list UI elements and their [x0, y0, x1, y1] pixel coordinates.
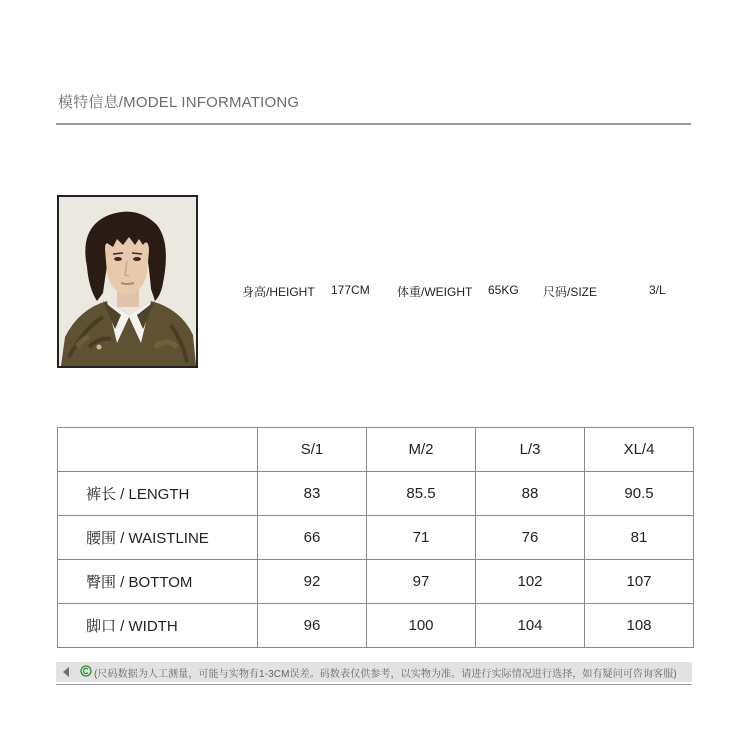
model-photo: [57, 195, 198, 368]
table-cell: 83: [258, 472, 367, 516]
table-cell: 76: [476, 516, 585, 560]
table-cell: 90.5: [585, 472, 694, 516]
table-header-row: [58, 428, 694, 472]
copyright-icon: [80, 665, 92, 677]
table-cell: 92: [258, 560, 367, 604]
table-row: [58, 472, 694, 516]
model-photo-illustration: [59, 197, 196, 366]
table-cell: 66: [258, 516, 367, 560]
notice-text: (尺码数据为人工测量，可能与实物有1-3CM误差。码数表仅供参考，以实物为准。请进行实际情况进行选择，如有疑问可咨询客服): [94, 669, 677, 680]
table-row: [58, 516, 694, 560]
model-info-row: [0, 283, 750, 297]
table-cell: 102: [476, 560, 585, 604]
weight-label: 体重/WEIGHT: [397, 285, 473, 299]
measurement-notice: [56, 662, 692, 682]
table-header-cell: XL/4: [585, 428, 694, 472]
table-cell: 107: [585, 560, 694, 604]
triangle-left-icon: [63, 667, 69, 677]
table-header-cell: L/3: [476, 428, 585, 472]
table-header-cell: M/2: [367, 428, 476, 472]
table-cell: 104: [476, 604, 585, 648]
table-cell: 100: [367, 604, 476, 648]
row-label: 臀围 / BOTTOM: [58, 560, 258, 604]
size-value: 3/L: [649, 283, 666, 297]
row-label: 脚口 / WIDTH: [58, 604, 258, 648]
row-label: 裤长 / LENGTH: [58, 472, 258, 516]
table-cell: 85.5: [367, 472, 476, 516]
table-row: [58, 604, 694, 648]
table-cell: 71: [367, 516, 476, 560]
table-cell: 97: [367, 560, 476, 604]
table-header-cell: S/1: [258, 428, 367, 472]
title-divider: [56, 123, 691, 125]
notice-divider: [56, 684, 692, 685]
height-value: 177CM: [331, 283, 370, 297]
table-cell: 81: [585, 516, 694, 560]
table-header-cell: [58, 428, 258, 472]
table-cell: 88: [476, 472, 585, 516]
height-label: 身高/HEIGHT: [242, 285, 315, 299]
table-cell: 96: [258, 604, 367, 648]
size-label: 尺码/SIZE: [543, 285, 598, 299]
row-label: 腰围 / WAISTLINE: [58, 516, 258, 560]
weight-value: 65KG: [488, 283, 519, 297]
size-table: [57, 427, 694, 648]
section-title: 模特信息/MODEL INFORMATIONG: [58, 94, 300, 111]
table-cell: 108: [585, 604, 694, 648]
table-row: [58, 560, 694, 604]
